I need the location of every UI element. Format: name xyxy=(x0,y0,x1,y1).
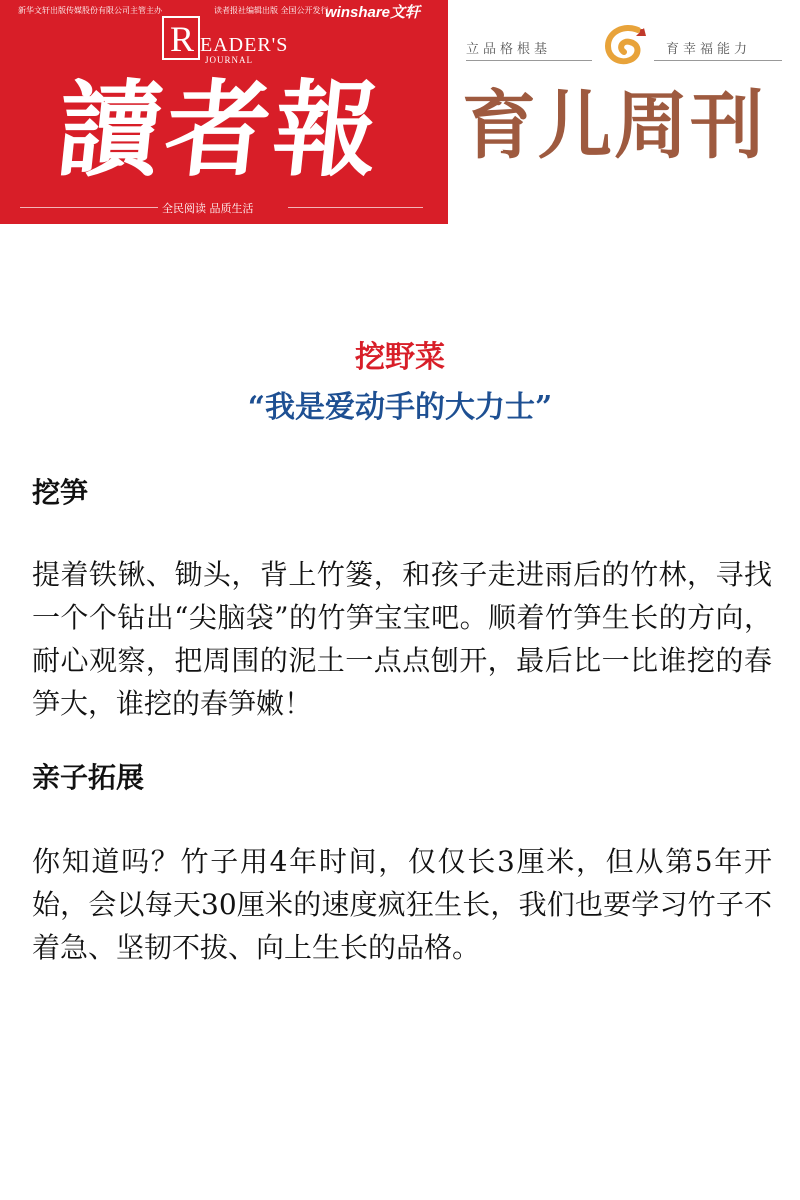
parenting-weekly-title: 育儿周刊 xyxy=(462,83,766,169)
r-initial-box xyxy=(162,16,200,60)
section-heading-dig-bamboo: 挖笋 xyxy=(32,476,89,509)
tagline-left: 立品格根基 xyxy=(466,42,552,57)
slogan-rule-left xyxy=(20,207,158,208)
article-title: 挖野菜 xyxy=(355,340,445,375)
tagline-rule-left xyxy=(466,60,592,61)
section-text-dig-bamboo: 提着铁锹、锄头，背上竹篓，和孩子走进雨后的竹林，寻找一个个钻出“尖脑袋”的竹笋宝宝吧。顺着竹笋生长的方向，耐心观察，把周围的泥土一点点刨开，最后比一比谁挖的春笋大，谁挖的春笋嫩！ xyxy=(32,558,772,720)
publisher-note: 读者报社编辑出版 全国公开发行 xyxy=(214,6,329,15)
readers-wordmark: EADER'S xyxy=(200,34,289,56)
section-heading-family-extension: 亲子拓展 xyxy=(32,761,145,794)
swirl-emblem-icon xyxy=(600,22,650,68)
publisher-credit: 新华文轩出版传媒股份有限公司主管主办 xyxy=(18,6,162,15)
winshare-logo: winshare文轩 xyxy=(325,4,421,21)
tagline-rule-right xyxy=(654,60,782,61)
slogan: 全民阅读 品质生活 xyxy=(162,202,254,215)
readers-journal-logo xyxy=(0,0,448,224)
journal-wordmark: JOURNAL xyxy=(205,55,254,65)
tagline-right: 育幸福能力 xyxy=(666,42,752,57)
section-text-family-extension: 你知道吗？竹子用4年时间，仅仅长3厘米，但从第5年开始，会以每天30厘米的速度疯狂生长，我们也要学习竹子不着急、坚韧不拔、向上生长的品格。 xyxy=(32,845,772,964)
r-initial: R xyxy=(170,19,195,59)
article-subtitle: “我是爱动手的大力士” xyxy=(247,390,553,425)
brand-calligraphy: 讀者報 xyxy=(51,68,389,191)
slogan-rule-right xyxy=(288,207,423,208)
masthead xyxy=(0,0,800,228)
